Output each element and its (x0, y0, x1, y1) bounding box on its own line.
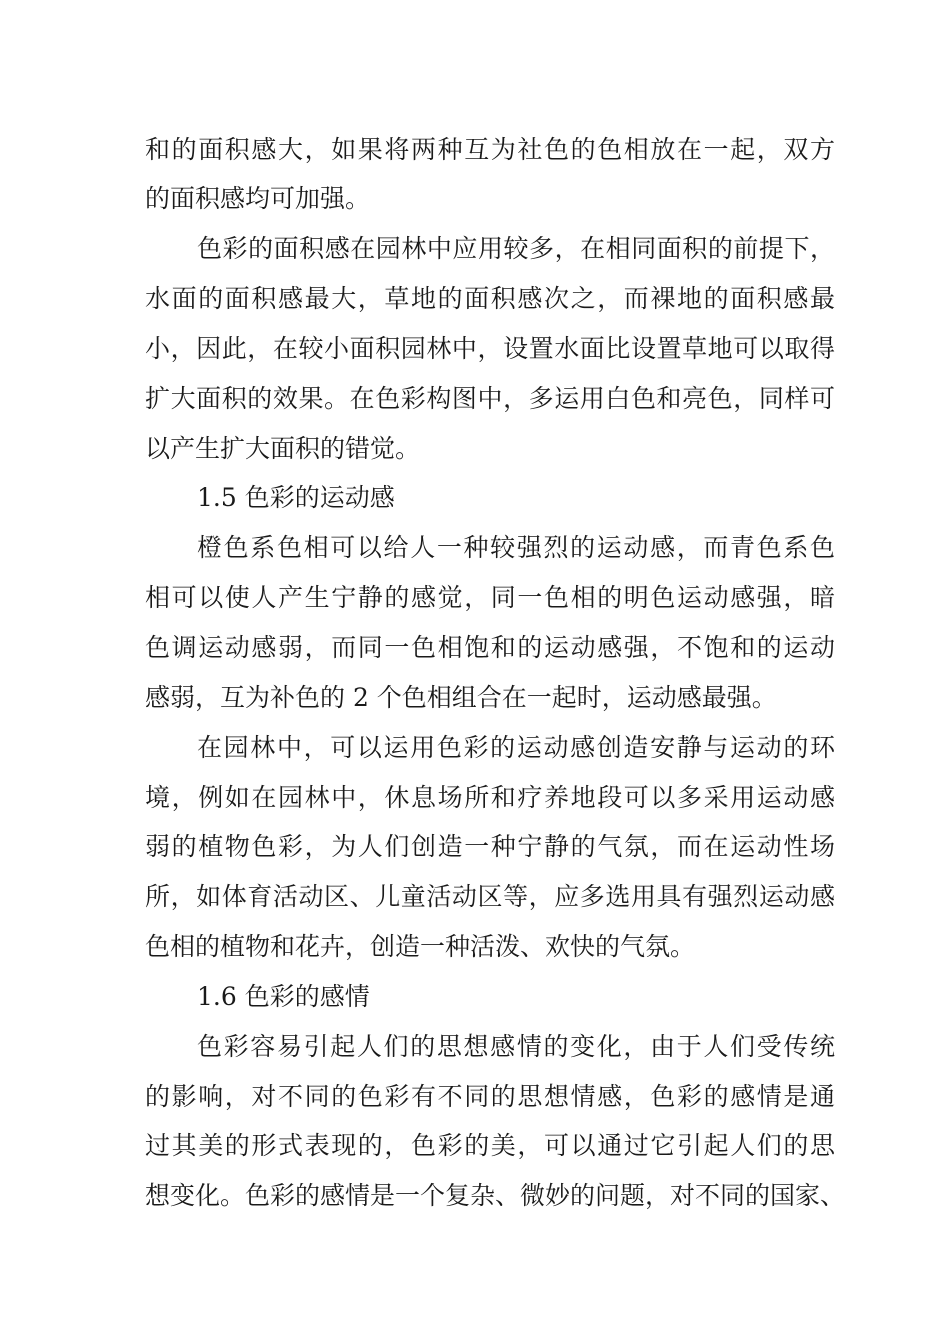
body-text-line: 弱的植物色彩，为人们创造一种宁静的气氛，而在运动性场 (145, 832, 835, 861)
paragraph-first-line: 橙色系色相可以给人一种较强烈的运动感，而青色系色 (197, 533, 835, 562)
paragraph-first-line: 色彩容易引起人们的思想感情的变化，由于人们受传统 (197, 1032, 835, 1061)
body-text-line: 以产生扩大面积的错觉。 (145, 434, 421, 463)
section-heading: 1.5 色彩的运动感 (197, 483, 395, 512)
body-text-line: 的面积感均可加强。 (145, 184, 371, 213)
body-text-line: 小，因此，在较小面积园林中，设置水面比设置草地可以取得 (145, 334, 835, 363)
paragraph-first-line: 色彩的面积感在园林中应用较多，在相同面积的前提下， (197, 234, 835, 263)
paragraph-first-line: 在园林中，可以运用色彩的运动感创造安静与运动的环 (197, 733, 835, 762)
body-text-line: 所，如体育活动区、儿童活动区等，应多选用具有强烈运动感 (145, 882, 835, 911)
body-text-line: 感弱，互为补色的 2 个色相组合在一起时，运动感最强。 (145, 683, 777, 712)
body-text-line: 色相的植物和花卉，创造一种活泼、欢快的气氛。 (145, 932, 696, 961)
body-text-line: 过其美的形式表现的，色彩的美，可以通过它引起人们的思 (145, 1131, 835, 1160)
body-text-line: 色调运动感弱，而同一色相饱和的运动感强，不饱和的运动 (145, 633, 835, 662)
body-text-line: 的影响，对不同的色彩有不同的思想情感，色彩的感情是通 (145, 1082, 835, 1111)
body-text-line: 境，例如在园林中，休息场所和疗养地段可以多采用运动感 (145, 783, 835, 812)
body-text-line: 水面的面积感最大，草地的面积感次之，而裸地的面积感最 (145, 284, 835, 313)
body-text-line: 想变化。色彩的感情是一个复杂、微妙的问题，对不同的国家、 (145, 1181, 846, 1210)
body-text-line: 相可以使人产生宁静的感觉，同一色相的明色运动感强，暗 (145, 583, 835, 612)
body-text-line: 扩大面积的效果。在色彩构图中，多运用白色和亮色，同样可 (145, 384, 835, 413)
section-heading: 1.6 色彩的感情 (197, 982, 370, 1011)
body-text-line: 和的面积感大，如果将两种互为社色的色相放在一起，双方 (145, 135, 835, 164)
